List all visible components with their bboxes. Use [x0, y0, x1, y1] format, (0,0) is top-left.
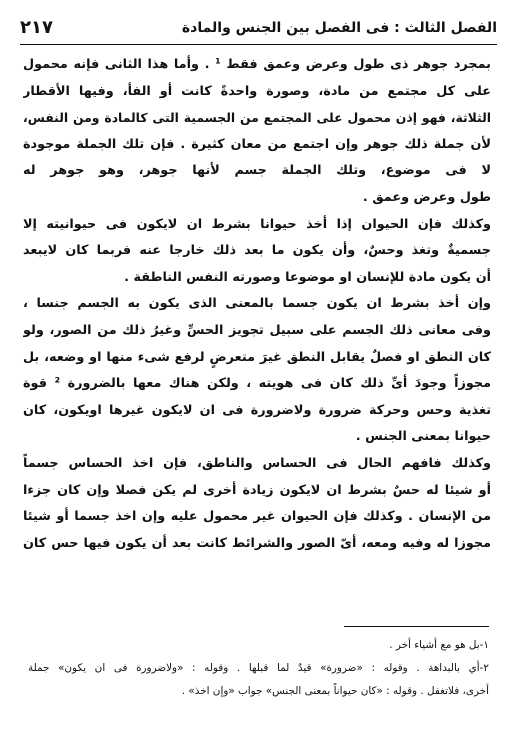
paragraph	[23, 291, 491, 451]
text-line: من الإنسان . وكذلك فإن الحيوان غير محمول عليه وإن اخذ جسما أو شيئا	[23, 509, 491, 525]
paragraph	[23, 52, 491, 212]
footnote-line: ١-بل هو مع أشياء أخر .	[389, 639, 489, 651]
page-header	[20, 18, 497, 42]
footnote-line: ٢-أي بالبداهة . وقوله : «ضرورة» قيدٌ لما قبلها . وقوله : «ولاضرورة فى ان يكون» جملة	[28, 662, 489, 674]
text-line: مجوزاً وجودَ أىِّ ذلك كان فى هويته ، ولكن هناك معها بالضرورة ² قوة	[23, 376, 491, 392]
footnote-rule	[344, 626, 489, 627]
text-line: وكذلك فإن الحيوان إذا أخذ حيوانا بشرط ان لايكون فى حيوانيته إلا	[23, 216, 491, 232]
running-title: الفصل الثالث : فى الفصل بين الجنس والمادة	[181, 20, 497, 36]
text-line: مجوزا له وفيه ومعه، أىّ الصور والشرائط كانت بعد أن يكون فيها حس كان	[23, 535, 491, 551]
text-line: كان النطق او فصلٌ يقابل النطق غيرَ متعرضٍ لرفع شىء منها او وضعه، بل	[23, 349, 491, 365]
text-line: جسميةٌ وتغذ وحسٌ، وأن يكون ما بعد ذلك خارجا عنه فربما كان لايبعد	[23, 243, 491, 259]
footnotes	[28, 634, 489, 703]
text-line: حيوانا بمعنى الجنس .	[355, 429, 491, 445]
header-rule	[20, 44, 497, 45]
text-line: أن يكون مادة للإنسان او موضوعا وصورته النفس الناطقة .	[124, 269, 491, 285]
text-line: لأن جملة ذلك جوهر وإن اجتمع من معان كثيرة . فإن تلك الجملة موجودة	[23, 136, 491, 152]
text-line: أو شيئا له حسٌ بشرط ان لايكون زيادة أخرى لم يكن فصلا وإن كان جزءا	[23, 482, 491, 498]
text-line: طول وعرض وعمق .	[362, 189, 491, 205]
text-line: وكذلك فافهم الحال فى الحساس والناطق، فإن اخذ الحساس جسماً	[23, 455, 491, 471]
text-line: بمجرد جوهر ذى طول وعرض وعمق فقط ¹ . وأما هذا الثانى فإنه محمول	[23, 57, 491, 72]
footnote-line: أخرى، فلاتغفل . وقوله : «كان حيواناً بمعنى الجنس» جواب «وإن اخذ» .	[181, 685, 489, 697]
page-number: ٢١٧	[20, 17, 53, 38]
main-text	[23, 52, 491, 557]
text-line: لا فى موضوع، وتلك الجملة جسم لأنها جوهر، وهو جوهر له	[23, 163, 491, 179]
footnote	[28, 657, 489, 703]
paragraph	[23, 212, 491, 292]
text-line: وفى معانى ذلك الجسم على سبيل تجويز الحسِّ وغيرُ ذلك من الصور، ولو	[23, 322, 491, 338]
text-line: على كل مجتمع من مادة، وصورة واحدةً كانت أو الفأ، وفيها الأقطار	[23, 83, 491, 99]
text-line: الثلاثة، فهو إذن محمول على المجتمع من الجسمية التى كالمادة ومن النفس،	[23, 110, 491, 126]
paragraph	[23, 451, 491, 557]
footnote	[28, 634, 489, 657]
text-line: تغذية وحس وحركة ضرورة ولاضرورة فى ان لايكون غيرها اويكون، كان	[23, 402, 491, 418]
text-line: وإن أخذ بشرط ان يكون جسما بالمعنى الذى يكون به الجسم جنسا ،	[23, 296, 491, 312]
